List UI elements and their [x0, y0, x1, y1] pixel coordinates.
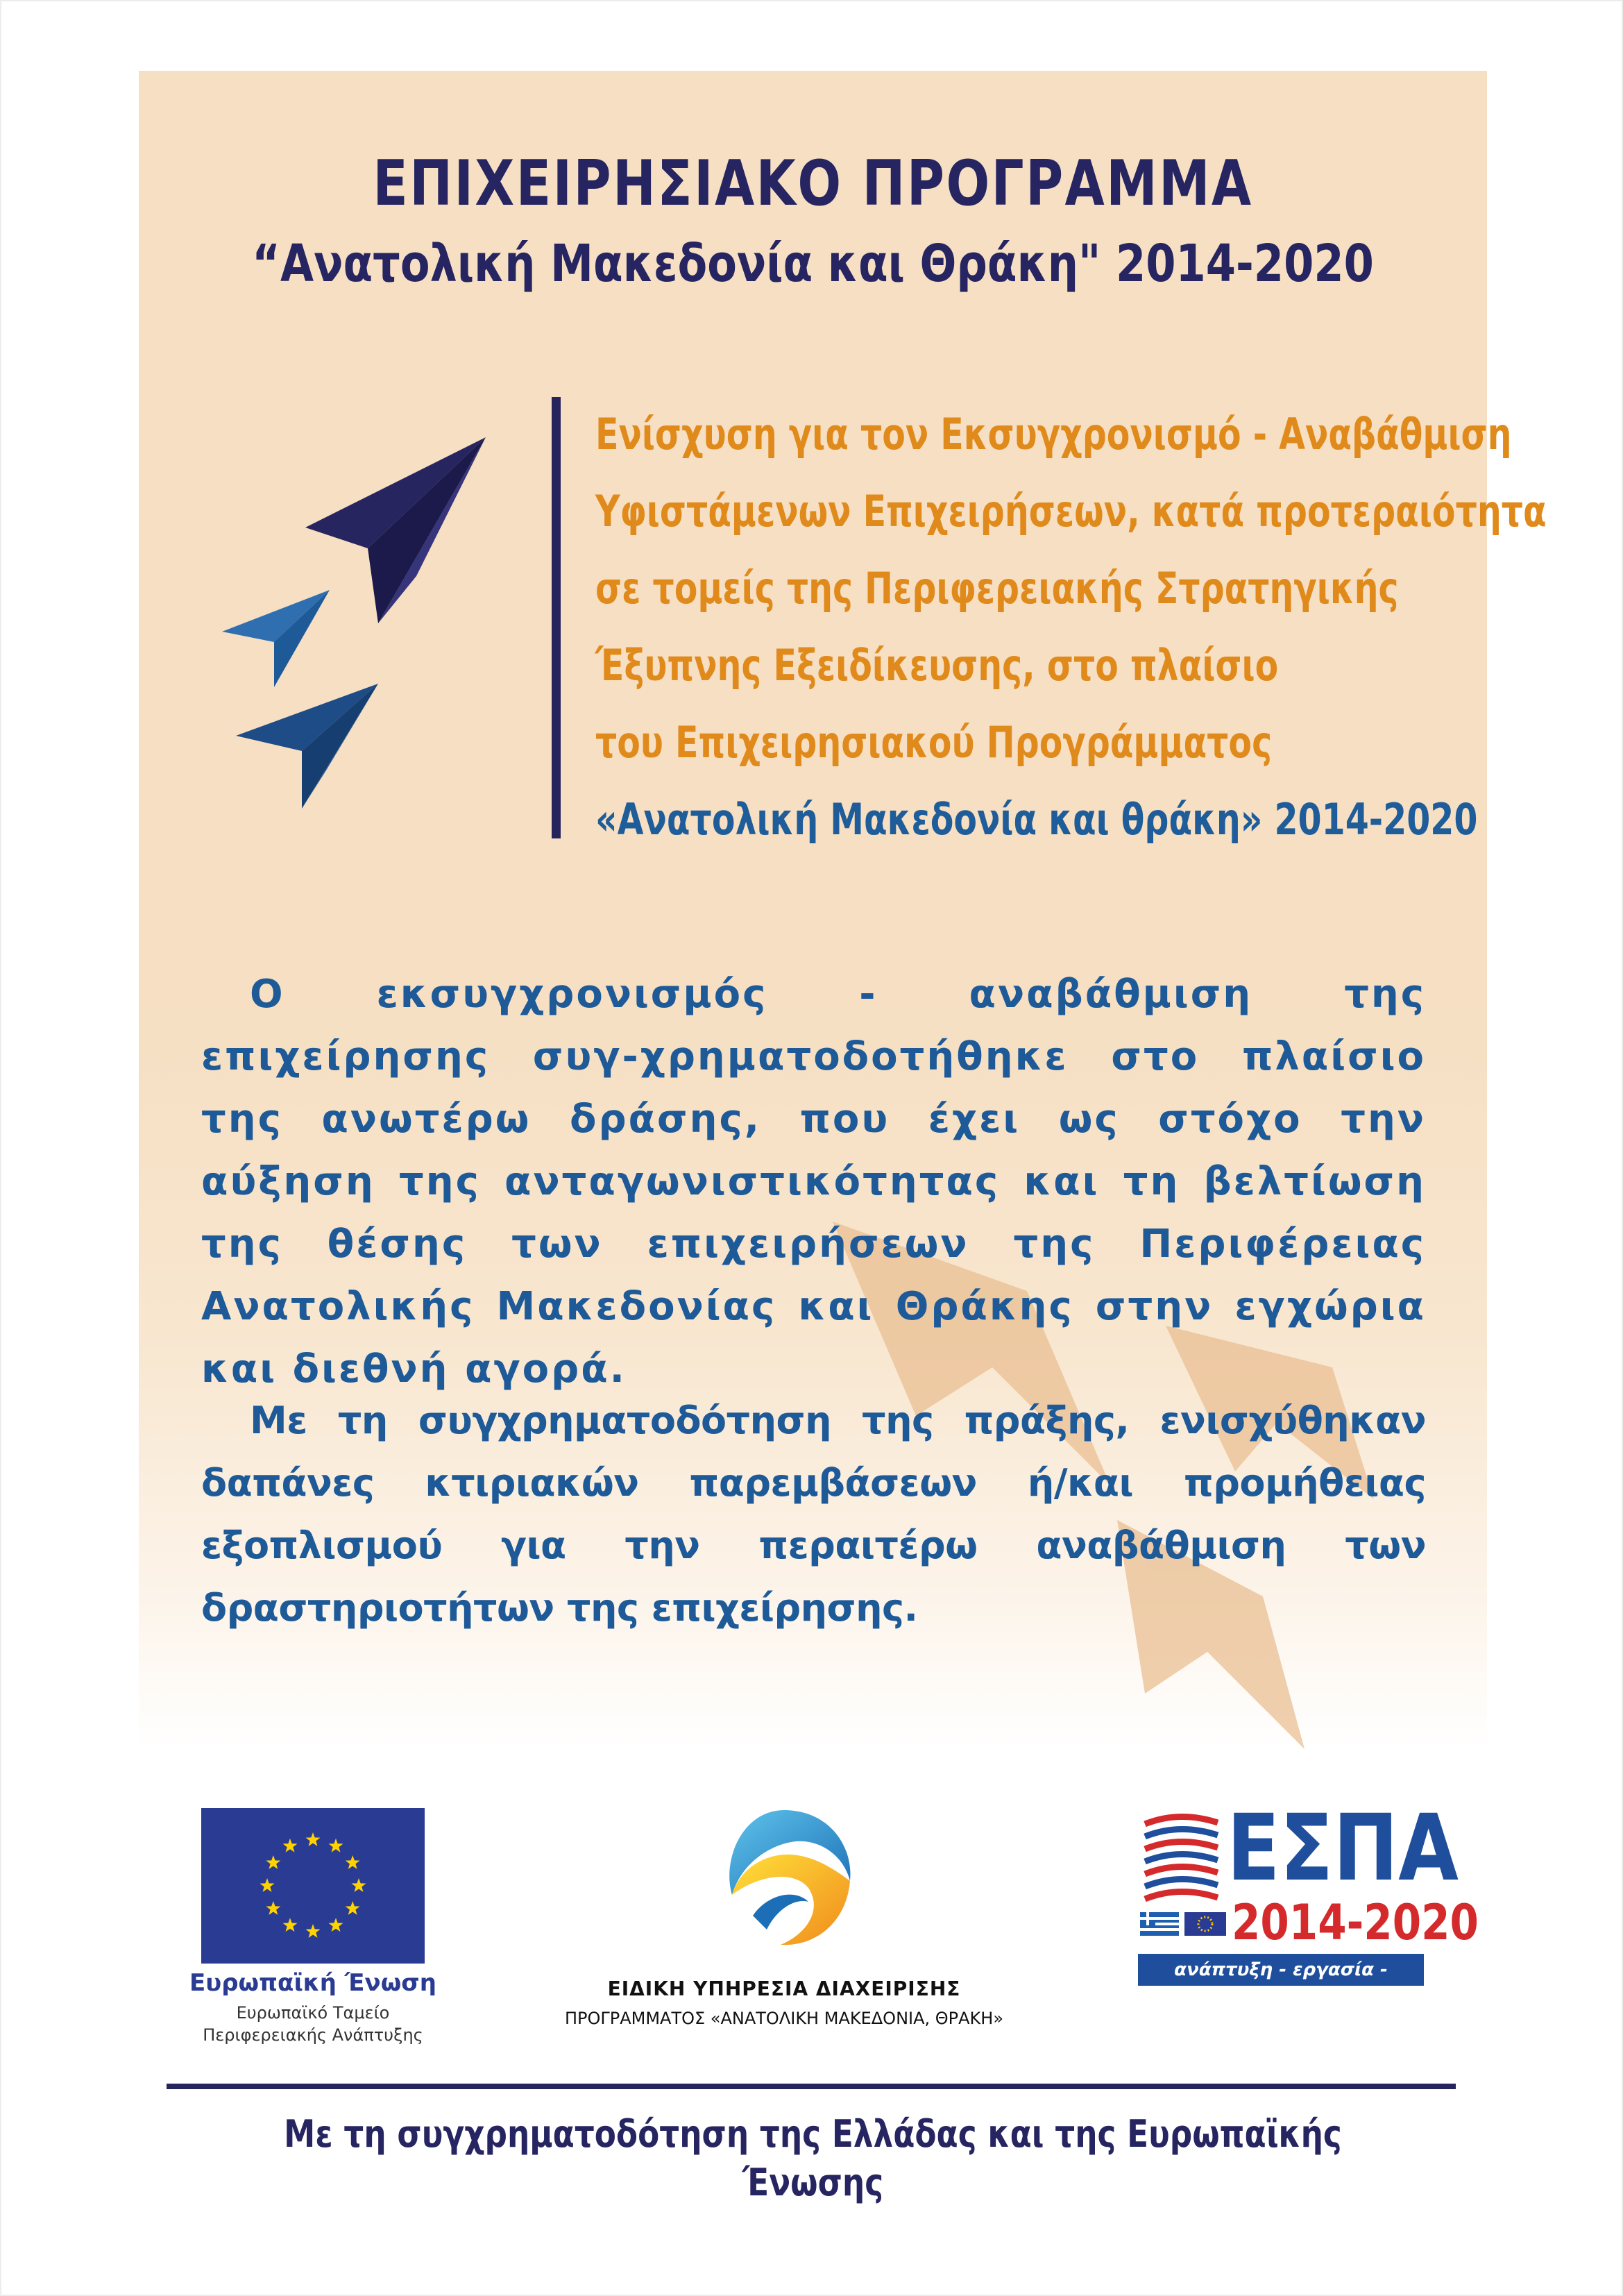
bottom-rule: [167, 2084, 1456, 2089]
body-paragraph-2: [201, 1390, 1426, 1639]
action-line: του Επιχειρησιακού Προγράμματος: [595, 717, 1273, 768]
action-line: Έξυπνης Εξειδίκευσης, στο πλαίσιο: [595, 640, 1279, 691]
espa-tagline: ανάπτυξη - εργασία - αλληλεγγύη: [1138, 1954, 1424, 1986]
eu-fund-line-1: Ευρωπαϊκό Ταμείο: [236, 2003, 390, 2023]
action-line-program: «Ανατολική Μακεδονία και θράκη» 2014-2020: [595, 794, 1478, 845]
action-title: [595, 396, 1547, 858]
eu-fund-name: [173, 2002, 452, 2046]
vertical-divider: [552, 397, 561, 838]
action-line: σε τομείς της Περιφερειακής Στρατηγικής: [595, 563, 1399, 614]
eu-title: Ευρωπαϊκή Ένωση: [189, 1969, 436, 1997]
eu-fund-line-2: Περιφερειακής Ανάπτυξης: [203, 2025, 423, 2045]
action-line: Υφιστάμενων Επιχειρήσεων, κατά προτεραιότητα: [595, 486, 1547, 537]
managing-authority-program: ΠΡΟΓΡΑΜΜΑΤΟΣ «ΑΝΑΤΟΛΙΚΗ ΜΑΚΕΔΟΝΙΑ, ΘΡΑΚΗ»: [564, 2009, 1004, 2028]
body-paragraph-1: [201, 963, 1426, 1401]
cofinancing-footer: Με τη συγχρηματοδότηση της Ελλάδας και της Ευρωπαϊκής Ένωσης: [284, 2112, 1342, 2204]
small-plane-lower: [236, 684, 378, 809]
action-line: Ενίσχυση για τον Εκσυγχρονισμό - Αναβάθμιση: [595, 409, 1512, 459]
greek-flag-icon: [1140, 1912, 1226, 1936]
program-subtitle: “Ανατολική Μακεδονία και Θράκη" 2014-2020: [252, 234, 1374, 294]
managing-authority-logo-icon: [711, 1805, 857, 1950]
espa-wordmark: ΕΣΠΑ: [1227, 1795, 1459, 1902]
small-plane-upper: [222, 590, 330, 687]
paper-plane-icon: [208, 430, 541, 819]
espa-years: 2014-2020: [1232, 1894, 1479, 1951]
managing-authority-title: ΕΙΔΙΚΗ ΥΠΗΡΕΣΙΑ ΔΙΑΧΕΙΡΙΣΗΣ: [607, 1977, 961, 2000]
espa-flag-icon: [1138, 1812, 1221, 1907]
body-paragraph-2-text: Με τη συγχρηματοδότηση της πράξης, ενισχύθηκαν δαπάνες κτιριακών παρεμβάσεων ή/και προμήθειας εξοπλισμού για την περαιτέρω αναβάθμιση των δραστηριοτήτων της επιχείρησης.: [201, 1399, 1426, 1630]
large-plane: [305, 437, 486, 623]
body-paragraph-1-text: Ο εκσυγχρονισμός - αναβάθμιση της επιχείρησης συγ-χρηματοδοτήθηκε στο πλαίσιο της ανωτέρω δράσης, που έχει ως στόχο την αύξηση της ανταγωνιστικότητας και τη βελτίωση της θέσης των επιχειρήσεων της Περιφέρειας Ανατολικής Μακεδονίας και Θράκης στην εγχώρια και διεθνή αγορά.: [201, 972, 1426, 1392]
eu-flag-icon: [201, 1808, 425, 1964]
program-title: ΕΠΙΧΕΙΡΗΣΙΑΚΟ ΠΡΟΓΡΑΜΜΑ: [373, 147, 1253, 220]
